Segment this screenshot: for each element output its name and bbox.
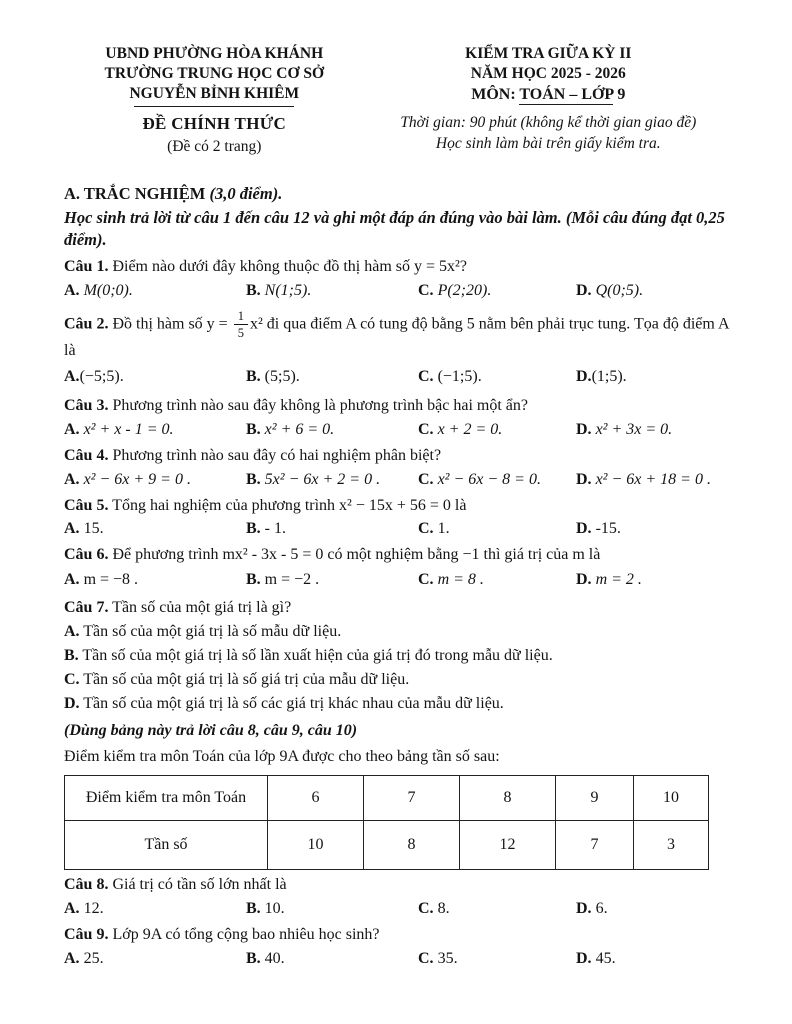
section-a-instruction: Học sinh trả lời từ câu 1 đến câu 12 và ghi một đáp án đúng vào bài làm. (Mỗi câu đúng đạt 0,25 điểm). — [64, 208, 725, 249]
document-header — [64, 44, 732, 157]
frequency-cell: 7 — [556, 820, 634, 869]
question-7 — [64, 597, 732, 715]
question-1 — [64, 256, 732, 301]
authority-line-2: TRƯỜNG TRUNG HỌC CƠ SỞ — [104, 65, 325, 83]
option-b: B. N(1;5). — [246, 281, 312, 299]
score-cell: 7 — [364, 775, 460, 820]
question-3 — [64, 395, 732, 440]
issuing-authority-block — [64, 44, 365, 157]
option-d: D. 45. — [576, 950, 616, 968]
option-c: C. 8. — [418, 899, 450, 917]
subject-suffix: 9 — [613, 86, 626, 104]
score-cell: 10 — [634, 775, 709, 820]
option-c: C. m = 8 . — [418, 570, 484, 588]
option-b: B. (5;5). — [246, 367, 300, 385]
option-d: D. x² + 3x = 0. — [576, 421, 673, 439]
authority-line-1: UBND PHƯỜNG HÒA KHÁNH — [105, 45, 324, 62]
subject-prefix: MÔN: — [471, 86, 520, 104]
question-5 — [64, 495, 732, 538]
option-d: D. -15. — [576, 519, 621, 537]
option-d: D. Tần số của một giá trị là số các giá trị khác nhau của mẫu dữ liệu. — [64, 695, 504, 713]
frequency-row-label: Tần số — [65, 820, 268, 869]
option-a: A. M(0;0). — [64, 281, 133, 299]
option-d: D. x² − 6x + 18 = 0 . — [576, 471, 711, 489]
option-b: B. 5x² − 6x + 2 = 0 . — [246, 471, 381, 489]
question-6-options — [64, 569, 732, 590]
frequency-table — [64, 775, 709, 870]
question-7-stem: Tần số của một giá trị là gì? — [108, 598, 292, 616]
option-a: A.(−5;5). — [64, 367, 124, 385]
score-cell: 9 — [556, 775, 634, 820]
score-row-label: Điểm kiểm tra môn Toán — [65, 775, 268, 820]
question-8 — [64, 874, 732, 919]
option-a: A. m = −8 . — [64, 570, 139, 588]
option-d: D. m = 2 . — [576, 570, 642, 588]
question-2-stem-pre: Đồ thị hàm số y = — [108, 315, 232, 333]
option-c: C. P(2;20). — [418, 281, 492, 299]
section-a-points: (3,0 điểm). — [209, 184, 283, 204]
fraction-one-fifth: $\frac{1}{5}$ — [234, 310, 248, 340]
option-d: D. 6. — [576, 899, 608, 917]
question-6 — [64, 544, 732, 590]
question-2-label: Câu 2. — [64, 315, 109, 333]
option-c: C. (−1;5). — [418, 367, 482, 385]
option-a: A. x² − 6x + 9 = 0 . — [64, 471, 191, 489]
time-note: Thời gian: 90 phút (không kể thời gian giao đề) — [400, 114, 697, 132]
question-2 — [64, 310, 732, 387]
question-3-label: Câu 3. — [64, 397, 109, 415]
option-b: B. 10. — [246, 899, 285, 917]
option-d: D. Q(0;5). — [576, 281, 644, 299]
frequency-cell: 3 — [634, 820, 709, 869]
section-a-title: A. TRẮC NGHIỆM — [64, 184, 210, 204]
exam-instruction: Học sinh làm bài trên giấy kiểm tra. — [435, 134, 661, 152]
option-d: D.(1;5). — [576, 367, 627, 385]
score-cell: 8 — [460, 775, 556, 820]
table-row — [65, 820, 709, 869]
pages-note: (Đề có 2 trang) — [167, 137, 262, 155]
question-9 — [64, 924, 732, 969]
option-b: B. - 1. — [246, 519, 286, 537]
option-b: B. m = −2 . — [246, 570, 320, 588]
option-a: A. Tần số của một giá trị là số mẫu dữ liệu. — [64, 623, 342, 641]
header-rule — [134, 106, 294, 107]
score-cell: 6 — [268, 775, 364, 820]
school-year: NĂM HỌC 2025 - 2026 — [470, 65, 626, 83]
question-4-options — [64, 469, 732, 490]
official-exam-label: ĐỀ CHÍNH THỨC — [142, 114, 287, 134]
question-2-stem-post: x² đi qua điểm A có tung độ bằng 5 nằm bên phải trục tung. Tọa độ điểm A là — [64, 315, 729, 359]
option-c: C. Tần số của một giá trị là số giá trị của mẫu dữ liệu. — [64, 671, 410, 689]
option-b: B. x² + 6 = 0. — [246, 421, 335, 439]
option-a: A. 15. — [64, 519, 104, 537]
question-9-options — [64, 948, 732, 969]
exam-title-block — [365, 44, 732, 157]
question-5-stem: Tổng hai nghiệm của phương trình x² − 15x + 56 = 0 là — [108, 497, 467, 515]
frequency-cell: 10 — [268, 820, 364, 869]
question-7-label: Câu 7. — [64, 598, 109, 616]
option-c: C. 35. — [418, 950, 458, 968]
question-1-stem: Điểm nào dưới đây không thuộc đồ thị hàm số y = 5x²? — [108, 257, 467, 275]
question-6-stem: Để phương trình mx² - 3x - 5 = 0 có một nghiệm bằng −1 thì giá trị của m là — [108, 545, 601, 563]
question-1-label: Câu 1. — [64, 257, 109, 275]
subject-underlined: TOÁN – LỚP — [519, 86, 614, 104]
subject-line — [365, 84, 732, 105]
question-8-label: Câu 8. — [64, 875, 109, 893]
question-6-label: Câu 6. — [64, 545, 109, 563]
question-8-stem: Giá trị có tần số lớn nhất là — [108, 875, 287, 893]
frequency-cell: 12 — [460, 820, 556, 869]
question-7-options — [64, 621, 732, 714]
option-a: A. 25. — [64, 950, 104, 968]
option-b: B. 40. — [246, 950, 285, 968]
exam-title: KIỂM TRA GIỮA KỲ II — [465, 45, 632, 62]
question-4-label: Câu 4. — [64, 447, 109, 465]
option-a: A. 12. — [64, 899, 104, 917]
question-2-options — [64, 366, 732, 387]
question-3-stem: Phương trình nào sau đây không là phương trình bậc hai một ẩn? — [108, 397, 528, 415]
question-4-stem: Phương trình nào sau đây có hai nghiệm phân biệt? — [108, 447, 442, 465]
school-name: NGUYỄN BỈNH KHIÊM — [129, 85, 300, 103]
table-intro: Điểm kiểm tra môn Toán của lớp 9A được cho theo bảng tần số sau: — [64, 747, 500, 765]
question-4 — [64, 445, 732, 490]
question-9-stem: Lớp 9A có tổng cộng bao nhiêu học sinh? — [108, 925, 380, 943]
question-5-label: Câu 5. — [64, 497, 109, 515]
option-a: A. x² + x - 1 = 0. — [64, 421, 174, 439]
option-c: C. 1. — [418, 519, 450, 537]
section-a-heading — [64, 183, 732, 205]
option-b: B. Tần số của một giá trị là số lần xuất hiện của giá trị đó trong mẫu dữ liệu. — [64, 647, 553, 665]
option-c: C. x + 2 = 0. — [418, 421, 503, 439]
question-8-options — [64, 898, 732, 919]
option-c: C. x² − 6x − 8 = 0. — [418, 471, 541, 489]
table-row — [65, 775, 709, 820]
table-usage-note: (Dùng bảng này trả lời câu 8, câu 9, câu 10) — [64, 722, 358, 740]
question-5-options — [64, 518, 732, 539]
question-1-options — [64, 280, 732, 301]
question-3-options — [64, 419, 732, 440]
frequency-cell: 8 — [364, 820, 460, 869]
question-9-label: Câu 9. — [64, 925, 109, 943]
